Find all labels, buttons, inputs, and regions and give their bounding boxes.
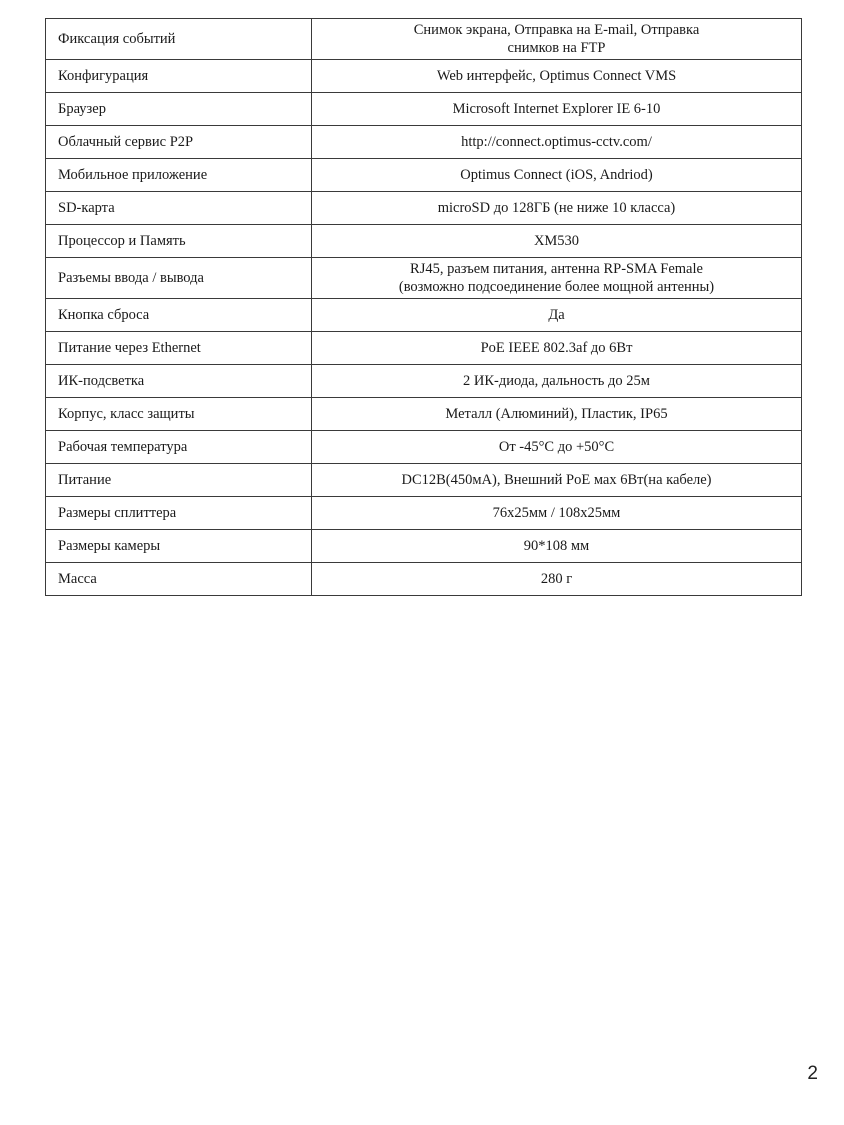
spec-value-line: 76x25мм / 108x25мм (492, 505, 621, 521)
table-row (46, 332, 802, 365)
spec-value-line: От -45°C до +50°C (498, 439, 615, 455)
spec-value-cell (312, 431, 802, 464)
spec-label-cell: Разъемы ввода / вывода (46, 258, 312, 299)
table-row (46, 19, 802, 60)
spec-value-line: Снимок экрана, Отправка на E-mail, Отправка (413, 22, 700, 38)
spec-value-cell (312, 530, 802, 563)
spec-value-cell (312, 93, 802, 126)
spec-value-line: PoE IEEE 802.3af до 6Вт (480, 340, 633, 356)
spec-label-cell: Мобильное приложение (46, 159, 312, 192)
spec-label-cell: ИК-подсветка (46, 365, 312, 398)
table-row (46, 258, 802, 299)
spec-table (45, 18, 802, 596)
spec-label-cell: Кнопка сброса (46, 299, 312, 332)
spec-value-line: Да (548, 307, 565, 323)
table-row (46, 464, 802, 497)
spec-value-cell (312, 225, 802, 258)
table-row (46, 497, 802, 530)
spec-value-line: Металл (Алюминий), Пластик, IP65 (445, 406, 668, 422)
spec-value-cell (312, 365, 802, 398)
spec-label-cell: Облачный сервис P2P (46, 126, 312, 159)
spec-value-line: 280 г (540, 571, 573, 587)
spec-value-cell (312, 126, 802, 159)
spec-value-cell (312, 398, 802, 431)
page-number: 2 (807, 1063, 818, 1084)
table-row (46, 398, 802, 431)
table-row (46, 563, 802, 596)
spec-value-line: снимков на FTP (507, 40, 606, 56)
spec-label-cell: Корпус, класс защиты (46, 398, 312, 431)
spec-label-cell: Размеры сплиттера (46, 497, 312, 530)
spec-value-line: http://connect.optimus-cctv.com/ (461, 134, 652, 150)
spec-value-cell (312, 497, 802, 530)
spec-value-cell (312, 19, 802, 60)
table-row (46, 126, 802, 159)
table-row (46, 93, 802, 126)
table-row (46, 299, 802, 332)
spec-value-cell (312, 563, 802, 596)
spec-value-line: microSD до 128ГБ (не ниже 10 класса) (437, 200, 676, 216)
spec-value-cell (312, 258, 802, 299)
spec-value-cell (312, 159, 802, 192)
spec-value-cell (312, 299, 802, 332)
spec-label-cell: Питание (46, 464, 312, 497)
spec-value-line: 90*108 мм (523, 538, 590, 554)
table-row (46, 365, 802, 398)
spec-value-line: DC12В(450мА), Внешний PoE мах 6Вт(на кабеле) (401, 472, 712, 488)
table-row (46, 159, 802, 192)
spec-label-cell: SD-карта (46, 192, 312, 225)
table-row (46, 530, 802, 563)
spec-value-line: Microsoft Internet Explorer IE 6-10 (452, 101, 661, 117)
spec-label-cell: Браузер (46, 93, 312, 126)
table-row (46, 60, 802, 93)
spec-value-line: Optimus Connect (iOS, Andriod) (460, 167, 653, 183)
spec-label-cell: Рабочая температура (46, 431, 312, 464)
spec-label-cell: Масса (46, 563, 312, 596)
spec-value-line: Web интерфейс, Optimus Connect VMS (436, 68, 677, 84)
spec-value-cell (312, 332, 802, 365)
spec-label-cell: Размеры камеры (46, 530, 312, 563)
spec-label-cell: Процессор и Память (46, 225, 312, 258)
spec-table-body (46, 19, 802, 596)
spec-value-line: 2 ИК-диода, дальность до 25м (463, 373, 650, 389)
spec-value-cell (312, 464, 802, 497)
spec-value-line: (возможно подсоединение более мощной антенны) (398, 279, 715, 295)
spec-label-cell: Фиксация событий (46, 19, 312, 60)
spec-value-line: RJ45, разъем питания, антенна RP-SMA Female (410, 261, 703, 277)
table-row (46, 192, 802, 225)
spec-value-cell (312, 60, 802, 93)
table-row (46, 431, 802, 464)
spec-value-cell (312, 192, 802, 225)
table-row (46, 225, 802, 258)
spec-label-cell: Питание через Ethernet (46, 332, 312, 365)
spec-label-cell: Конфигурация (46, 60, 312, 93)
spec-value-line: XM530 (533, 233, 580, 249)
